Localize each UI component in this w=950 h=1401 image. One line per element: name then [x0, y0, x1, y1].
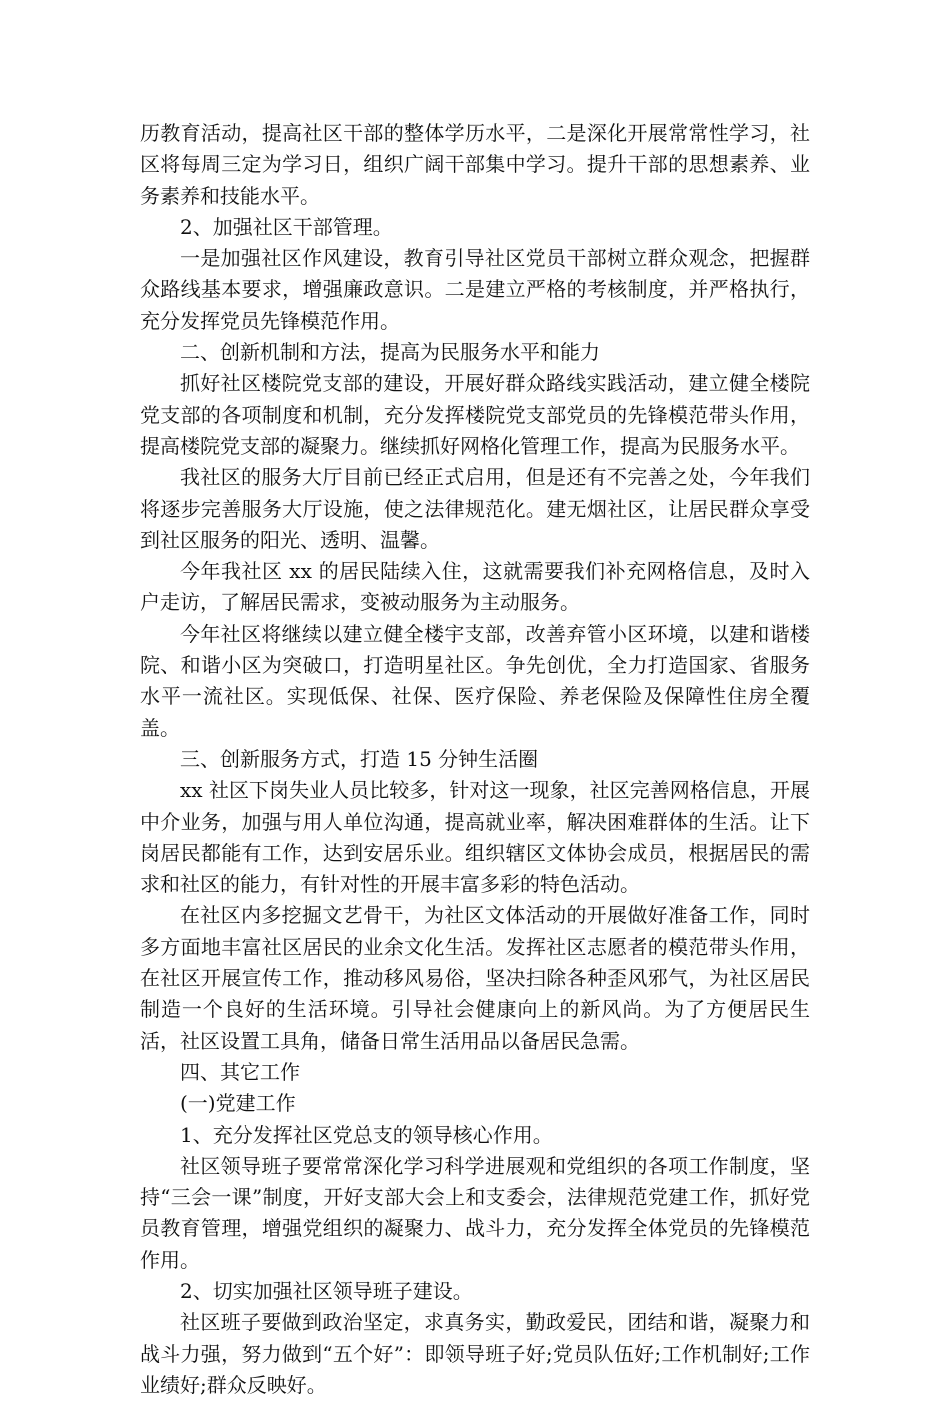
subsection-heading: 2、加强社区干部管理。 [180, 214, 393, 239]
section-heading: 二、创新机制和方法，提高为民服务水平和能力 [180, 340, 600, 365]
section-heading: 三、创新服务方式，打造 15 分钟生活圈 [180, 746, 539, 771]
paragraph: xx 社区下岗失业人员比较多，针对这一现象，社区完善网格信息，开展中介业务，加强与用人单位沟通，提高就业率，解决困难群体的生活。让下岗居民都能有工作，达到安居乐业。组织辖区文体协会成员，根据居民的需求和社区的能力，有针对性的开展丰富多彩的特色活动。 [140, 778, 810, 897]
paragraph: 历教育活动，提高社区干部的整体学历水平，二是深化开展常常性学习，社区将每周三定为学习日，组织广阔干部集中学习。提升干部的思想素养、业务素养和技能水平。 [140, 121, 810, 208]
paragraph: 社区领导班子要常常深化学习科学进展观和党组织的各项工作制度，坚持“三会一课”制度，开好支部大会上和支委会，法律规范党建工作，抓好党员教育管理，增强党组织的凝聚力、战斗力，充分发挥全体党员的先锋模范作用。 [140, 1153, 810, 1272]
paragraph: 抓好社区楼院党支部的建设，开展好群众路线实践活动，建立健全楼院党支部的各项制度和机制，充分发挥楼院党支部党员的先锋模范带头作用，提高楼院党支部的凝聚力。继续抓好网格化管理工作，提高为民服务水平。 [140, 371, 810, 458]
subsection-heading: 2、切实加强社区领导班子建设。 [180, 1278, 473, 1303]
paragraph: 一是加强社区作风建设，教育引导社区党员干部树立群众观念，把握群众路线基本要求，增强廉政意识。二是建立严格的考核制度，并严格执行，充分发挥党员先锋模范作用。 [140, 246, 810, 333]
paragraph: 我社区的服务大厅目前已经正式启用，但是还有不完善之处，今年我们将逐步完善服务大厅设施，使之法律规范化。建无烟社区，让居民群众享受到社区服务的阳光、透明、温馨。 [140, 465, 810, 552]
paragraph: 在社区内多挖掘文艺骨干，为社区文体活动的开展做好准备工作，同时多方面地丰富社区居民的业余文化生活。发挥社区志愿者的模范带头作用，在社区开展宣传工作，推动移风易俗，坚决扫除各种歪风邪气，为社区居民制造一个良好的生活环境。引导社会健康向上的新风尚。为了方便居民生活，社区设置工具角，储备日常生活用品以备居民急需。 [140, 903, 810, 1053]
section-heading: 四、其它工作 [180, 1059, 300, 1084]
paragraph: 今年我社区 xx 的居民陆续入住，这就需要我们补充网格信息，及时入户走访，了解居民需求，变被动服务为主动服务。 [140, 559, 810, 615]
subsection-heading: 1、充分发挥社区党总支的领导核心作用。 [180, 1122, 553, 1147]
document-body [140, 118, 810, 1401]
paragraph: 今年社区将继续以建立健全楼宇支部，改善弃管小区环境，以建和谐楼院、和谐小区为突破口，打造明星社区。争先创优，全力打造国家、省服务水平一流社区。实现低保、社保、医疗保险、养老保险及保障性住房全覆盖。 [140, 621, 810, 740]
subsection-heading: (一)党建工作 [180, 1091, 296, 1116]
paragraph: 社区班子要做到政治坚定，求真务实，勤政爱民，团结和谐，凝聚力和战斗力强，努力做到“五个好”：即领导班子好;党员队伍好;工作机制好;工作业绩好;群众反映好。 [140, 1310, 810, 1397]
